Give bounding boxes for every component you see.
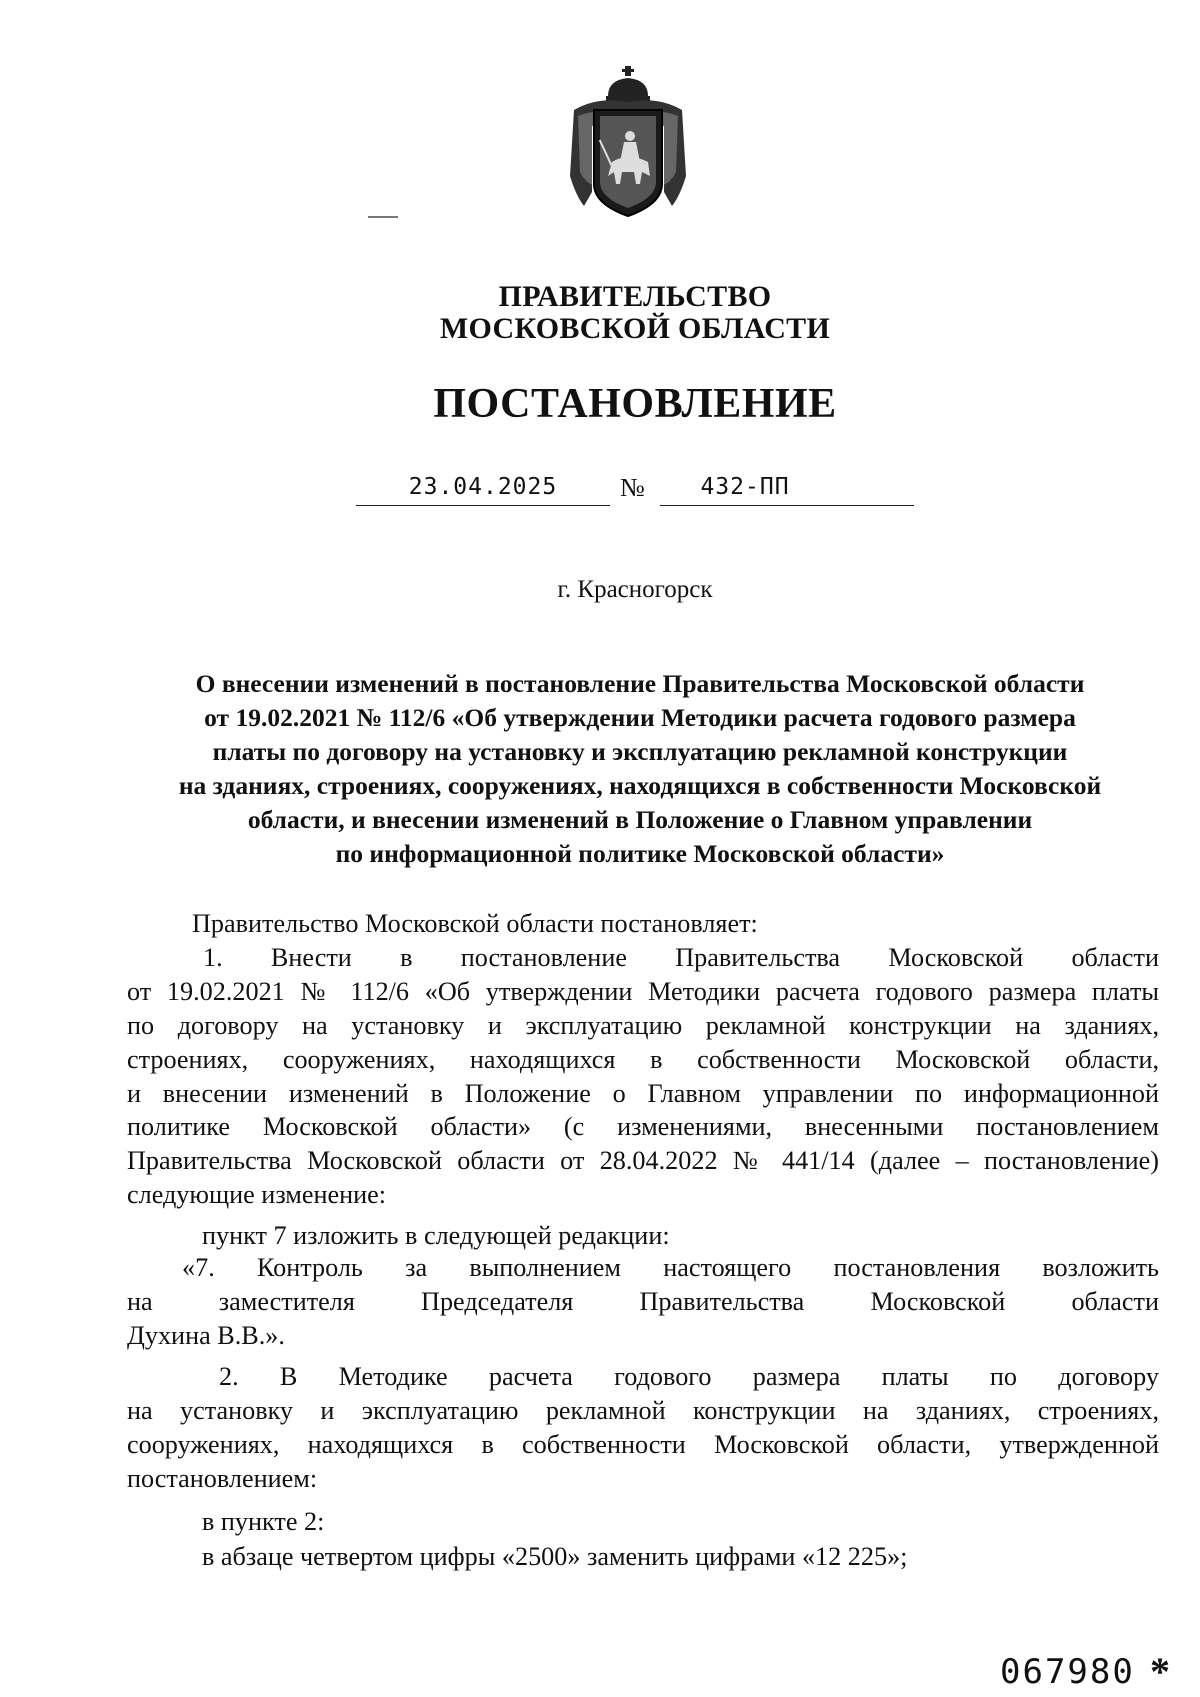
coat-of-arms-emblem — [568, 66, 688, 226]
heading-line: области, и внесении изменений в Положение о Главном управлении — [247, 805, 1033, 834]
heading-line: О внесении изменений в постановление Правительства Московской области — [195, 669, 1085, 698]
date-number-row — [356, 474, 916, 508]
city-line: г. Красногорск — [557, 576, 713, 603]
government-title-line1: ПРАВИТЕЛЬСТВО — [498, 280, 772, 313]
document-heading — [120, 667, 1160, 871]
body-line: «7. Контроль за выполнением настоящего постановления возложить — [182, 1253, 1159, 1282]
number-sign: № — [620, 473, 645, 502]
body-line: и внесении изменений в Положение о Главном управлении по информационной — [127, 1079, 1159, 1108]
body-line: строениях, сооружениях, находящихся в собственности Московской области, — [127, 1045, 1159, 1074]
body-line: следующие изменение: — [127, 1180, 387, 1209]
scan-mark — [368, 216, 398, 218]
body-line: Правительство Московской области постановляет: — [192, 909, 758, 938]
heading-line: платы по договору на установку и эксплуатацию рекламной конструкции — [212, 737, 1068, 766]
heading-line: на зданиях, строениях, сооружениях, находящихся в собственности Московской — [178, 771, 1102, 800]
body-line: политике Московской области» (с изменениями, внесенными постановлением — [127, 1112, 1159, 1141]
body-line: в абзаце четвертом цифры «2500» заменить цифрами «12 225»; — [202, 1542, 908, 1571]
body-line: постановлением: — [127, 1464, 318, 1493]
serial-asterisk-mark: * — [1150, 1649, 1170, 1694]
body-line: в пункте 2: — [202, 1507, 325, 1536]
government-title-line2: МОСКОВСКОЙ ОБЛАСТИ — [439, 312, 831, 345]
heading-line: от 19.02.2021 № 112/6 «Об утверждении Методики расчета годового размера — [204, 703, 1076, 732]
body-line: Духина В.В.». — [127, 1321, 285, 1350]
number-underline — [660, 505, 914, 506]
document-number: 432-ПП — [700, 474, 790, 500]
date-underline — [356, 505, 610, 506]
body-line: на установку и эксплуатацию рекламной конструкции на зданиях, строениях, — [127, 1396, 1159, 1425]
body-line: по договору на установку и эксплуатацию рекламной конструкции на зданиях, — [127, 1011, 1159, 1040]
document-type-title: ПОСТАНОВЛЕНИЕ — [433, 381, 837, 427]
body-line: сооружениях, находящихся в собственности Московской области, утвержденной — [127, 1430, 1159, 1459]
body-line: Правительства Московской области от 28.04.2022 № 441/14 (далее – постановление) — [127, 1146, 1159, 1175]
serial-number: 067980 — [1000, 1652, 1135, 1692]
body-line: от 19.02.2021 № 112/6 «Об утверждении Методики расчета годового размера платы — [127, 977, 1159, 1006]
document-date: 23.04.2025 — [408, 474, 558, 500]
body-line: на заместителя Председателя Правительства Московской области — [127, 1287, 1159, 1316]
heading-line: по информационной политике Московской области» — [335, 839, 945, 868]
body-line: 1. Внести в постановление Правительства Московской области — [203, 943, 1159, 972]
body-line: пункт 7 изложить в следующей редакции: — [202, 1221, 670, 1250]
body-line: 2. В Методике расчета годового размера платы по договору — [219, 1362, 1159, 1391]
